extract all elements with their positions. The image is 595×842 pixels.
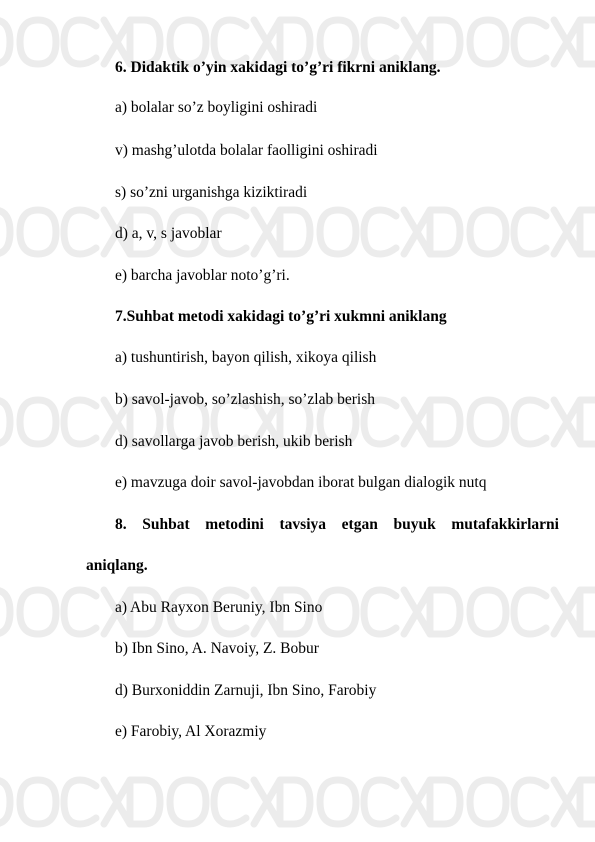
watermark-letter [104, 780, 130, 824]
watermark-letter [320, 590, 356, 634]
question-7-option-a: a) tushuntirish, bayon qilish, xikoya qilish [115, 349, 377, 366]
watermark-letter [404, 210, 430, 254]
watermark-letter [404, 590, 430, 634]
watermark-letter [64, 780, 96, 824]
watermark-letter [554, 780, 580, 824]
question-6-title: 6. Didaktik o’yin xakidagi to’g’ri fikrni aniklang. [115, 59, 441, 76]
watermark-letter [580, 590, 595, 634]
watermark-letter [0, 210, 10, 254]
watermark-letter [580, 400, 595, 444]
watermark-letter [214, 780, 246, 824]
watermark-letter [20, 400, 56, 444]
question-8-option-b: b) Ibn Sino, A. Navoiy, Z. Bobur [115, 640, 319, 657]
watermark-letter [254, 780, 280, 824]
watermark-letter [20, 780, 56, 824]
watermark-letter [470, 400, 506, 444]
watermark-letter [430, 400, 460, 444]
watermark-letter [170, 780, 206, 824]
question-6-option-a: a) bolalar so’z boyligini oshiradi [115, 99, 318, 116]
watermark-letter [64, 20, 96, 64]
watermark-letter [554, 20, 580, 64]
watermark-letter [514, 590, 546, 634]
watermark-letter [470, 210, 506, 254]
watermark-letter [20, 210, 56, 254]
watermark-letter [514, 20, 546, 64]
watermark-letter [470, 20, 506, 64]
question-8-title-continuation: aniqlang. [86, 557, 148, 574]
watermark-letter [514, 780, 546, 824]
watermark-letter [254, 210, 280, 254]
question-6-option-v: v) mashg’ulotda bolalar faolligini oshiradi [115, 142, 378, 159]
watermark-letter [320, 210, 356, 254]
watermark-letter [64, 400, 96, 444]
watermark-letter [430, 590, 460, 634]
question-7-option-d: d) savollarga javob berish, ukib berish [115, 433, 353, 450]
question-6-option-d: d) a, v, s javoblar [115, 225, 222, 242]
question-8-option-e: e) Farobiy, Al Xorazmiy [115, 723, 267, 740]
question-6-option-e: e) barcha javoblar noto’g’ri. [115, 267, 290, 284]
watermark-letter [320, 780, 356, 824]
question-7-option-e: e) mavzuga doir savol-javobdan iborat bulgan dialogik nutq [115, 474, 487, 491]
watermark-letter [64, 590, 96, 634]
question-7-title: 7.Suhbat metodi xakidagi to’g’ri xukmni aniklang [115, 308, 447, 325]
watermark-letter [430, 210, 460, 254]
watermark-letter [280, 780, 310, 824]
watermark-letter [554, 210, 580, 254]
watermark-letter [64, 210, 96, 254]
question-8-title: 8. Suhbat metodini tavsiya etgan buyuk mutafakkirlarni [115, 516, 559, 533]
watermark-letter [280, 210, 310, 254]
watermark-letter [364, 780, 396, 824]
watermark-letter [470, 590, 506, 634]
watermark-letter [0, 590, 10, 634]
watermark-letter [364, 210, 396, 254]
watermark-letter [20, 20, 56, 64]
watermark-letter [580, 210, 595, 254]
watermark-letter [0, 400, 10, 444]
watermark-letter [554, 400, 580, 444]
watermark-letter [554, 590, 580, 634]
question-7-option-b: b) savol-javob, so’zlashish, so’zlab berish [115, 391, 375, 408]
watermark-letter [514, 210, 546, 254]
watermark-letter [20, 590, 56, 634]
watermark-letter [430, 780, 460, 824]
watermark-letter [364, 590, 396, 634]
question-6-option-s: s) so’zni urganishga kiziktiradi [115, 184, 308, 201]
watermark-letter [580, 20, 595, 64]
watermark-letter [580, 780, 595, 824]
watermark-letter [470, 780, 506, 824]
question-8-option-d: d) Burxoniddin Zarnuji, Ibn Sino, Farobiy [115, 682, 377, 699]
watermark-letter [514, 400, 546, 444]
watermark-letter [0, 20, 10, 64]
watermark-letter [404, 780, 430, 824]
watermark-letter [0, 780, 10, 824]
question-8-option-a: a) Abu Rayxon Beruniy, Ibn Sino [115, 599, 323, 616]
watermark-letter [130, 780, 160, 824]
watermark-letter [404, 400, 430, 444]
